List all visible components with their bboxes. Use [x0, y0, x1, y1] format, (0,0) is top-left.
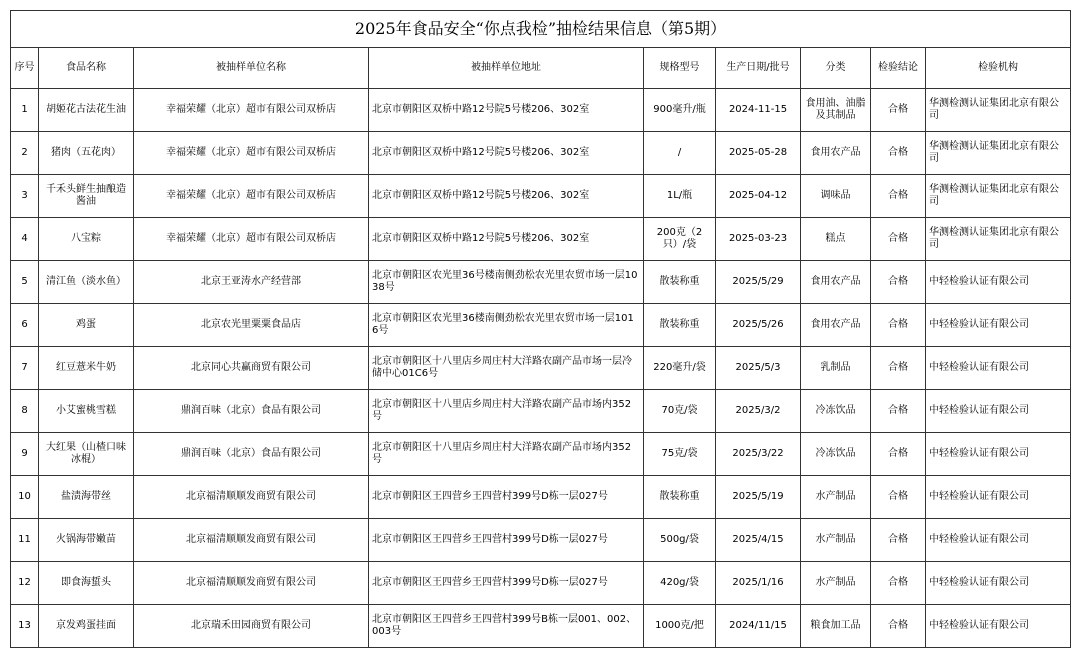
results-sheet [10, 10, 1070, 660]
cell-category: 粮食加工品 [801, 605, 871, 648]
cell-unit-name: 幸福荣耀（北京）超市有限公司双桥店 [134, 132, 369, 175]
cell-unit-address: 北京市朝阳区农光里36楼南侧劲松农光里农贸市场一层1016号 [369, 304, 644, 347]
cell-spec: 散装称重 [644, 304, 716, 347]
cell-institution: 中轻检验认证有限公司 [926, 261, 1071, 304]
cell-index: 12 [11, 562, 39, 605]
cell-spec: 220毫升/袋 [644, 347, 716, 390]
cell-food-name: 鸡蛋 [39, 304, 134, 347]
cell-conclusion: 合格 [871, 390, 926, 433]
cell-conclusion: 合格 [871, 304, 926, 347]
cell-production-date: 2025/3/2 [716, 390, 801, 433]
cell-conclusion: 合格 [871, 476, 926, 519]
cell-index: 13 [11, 605, 39, 648]
cell-spec: 900毫升/瓶 [644, 89, 716, 132]
table-row [11, 261, 1071, 304]
cell-food-name: 千禾头鲜生抽酿造酱油 [39, 175, 134, 218]
cell-category: 糕点 [801, 218, 871, 261]
cell-spec: 1000克/把 [644, 605, 716, 648]
cell-food-name: 京发鸡蛋挂面 [39, 605, 134, 648]
cell-unit-address: 北京市朝阳区双桥中路12号院5号楼206、302室 [369, 175, 644, 218]
cell-unit-name: 鼎润百味（北京）食品有限公司 [134, 433, 369, 476]
cell-production-date: 2025/3/22 [716, 433, 801, 476]
cell-index: 8 [11, 390, 39, 433]
cell-index: 3 [11, 175, 39, 218]
cell-production-date: 2025/1/16 [716, 562, 801, 605]
cell-institution: 中轻检验认证有限公司 [926, 347, 1071, 390]
cell-conclusion: 合格 [871, 261, 926, 304]
cell-institution: 华测检测认证集团北京有限公司 [926, 132, 1071, 175]
cell-category: 乳制品 [801, 347, 871, 390]
cell-production-date: 2025/4/15 [716, 519, 801, 562]
cell-spec: / [644, 132, 716, 175]
cell-food-name: 大红果（山楂口味冰棍） [39, 433, 134, 476]
cell-unit-name: 幸福荣耀（北京）超市有限公司双桥店 [134, 175, 369, 218]
cell-food-name: 即食海蜇头 [39, 562, 134, 605]
cell-unit-address: 北京市朝阳区王四营乡王四营村399号B栋一层001、002、003号 [369, 605, 644, 648]
table-row [11, 433, 1071, 476]
cell-spec: 70克/袋 [644, 390, 716, 433]
cell-unit-address: 北京市朝阳区十八里店乡周庄村大洋路农副产品市场内352号 [369, 433, 644, 476]
cell-category: 冷冻饮品 [801, 433, 871, 476]
cell-unit-address: 北京市朝阳区双桥中路12号院5号楼206、302室 [369, 89, 644, 132]
header-row [11, 48, 1071, 89]
cell-category: 食用农产品 [801, 304, 871, 347]
cell-category: 水产制品 [801, 519, 871, 562]
cell-spec: 散装称重 [644, 476, 716, 519]
cell-unit-address: 北京市朝阳区十八里店乡周庄村大洋路农副产品市场一层冷储中心01C6号 [369, 347, 644, 390]
cell-institution: 中轻检验认证有限公司 [926, 605, 1071, 648]
cell-food-name: 胡姬花古法花生油 [39, 89, 134, 132]
cell-unit-name: 鼎润百味（北京）食品有限公司 [134, 390, 369, 433]
cell-category: 调味品 [801, 175, 871, 218]
cell-spec: 200克（2只）/袋 [644, 218, 716, 261]
cell-category: 食用农产品 [801, 132, 871, 175]
table-title: 2025年食品安全“你点我检”抽检结果信息（第5期） [11, 11, 1071, 48]
cell-category: 水产制品 [801, 562, 871, 605]
header-conclusion: 检验结论 [871, 48, 926, 89]
cell-conclusion: 合格 [871, 218, 926, 261]
cell-conclusion: 合格 [871, 433, 926, 476]
cell-spec: 420g/袋 [644, 562, 716, 605]
cell-conclusion: 合格 [871, 519, 926, 562]
cell-institution: 中轻检验认证有限公司 [926, 390, 1071, 433]
cell-institution: 华测检测认证集团北京有限公司 [926, 218, 1071, 261]
header-unit-address: 被抽样单位地址 [369, 48, 644, 89]
cell-institution: 华测检测认证集团北京有限公司 [926, 89, 1071, 132]
header-institution: 检验机构 [926, 48, 1071, 89]
cell-unit-address: 北京市朝阳区十八里店乡周庄村大洋路农副产品市场内352号 [369, 390, 644, 433]
cell-spec: 500g/袋 [644, 519, 716, 562]
cell-spec: 75克/袋 [644, 433, 716, 476]
cell-index: 7 [11, 347, 39, 390]
table-row [11, 605, 1071, 648]
cell-production-date: 2025-05-28 [716, 132, 801, 175]
cell-food-name: 小艾蜜桃雪糕 [39, 390, 134, 433]
cell-category: 食用油、油脂及其制品 [801, 89, 871, 132]
cell-unit-name: 北京福清顺顺发商贸有限公司 [134, 519, 369, 562]
cell-category: 冷冻饮品 [801, 390, 871, 433]
cell-food-name: 清江鱼（淡水鱼） [39, 261, 134, 304]
cell-production-date: 2025-04-12 [716, 175, 801, 218]
cell-food-name: 八宝粽 [39, 218, 134, 261]
table-row [11, 476, 1071, 519]
cell-conclusion: 合格 [871, 347, 926, 390]
table-row [11, 562, 1071, 605]
cell-unit-name: 北京农光里粟粟食品店 [134, 304, 369, 347]
cell-food-name: 火锅海带嫩苗 [39, 519, 134, 562]
cell-institution: 中轻检验认证有限公司 [926, 519, 1071, 562]
table-row [11, 132, 1071, 175]
header-index: 序号 [11, 48, 39, 89]
cell-index: 5 [11, 261, 39, 304]
table-row [11, 390, 1071, 433]
table-row [11, 218, 1071, 261]
cell-spec: 散装称重 [644, 261, 716, 304]
table-row [11, 347, 1071, 390]
cell-index: 10 [11, 476, 39, 519]
cell-index: 6 [11, 304, 39, 347]
cell-unit-address: 北京市朝阳区王四营乡王四营村399号D栋一层027号 [369, 476, 644, 519]
table-row [11, 89, 1071, 132]
cell-unit-name: 幸福荣耀（北京）超市有限公司双桥店 [134, 89, 369, 132]
cell-index: 4 [11, 218, 39, 261]
cell-conclusion: 合格 [871, 175, 926, 218]
cell-food-name: 红豆薏米牛奶 [39, 347, 134, 390]
cell-unit-name: 幸福荣耀（北京）超市有限公司双桥店 [134, 218, 369, 261]
cell-unit-address: 北京市朝阳区王四营乡王四营村399号D栋一层027号 [369, 519, 644, 562]
cell-conclusion: 合格 [871, 562, 926, 605]
cell-production-date: 2025/5/26 [716, 304, 801, 347]
header-food-name: 食品名称 [39, 48, 134, 89]
table-body [11, 89, 1071, 648]
cell-food-name: 盐渍海带丝 [39, 476, 134, 519]
header-production-date: 生产日期/批号 [716, 48, 801, 89]
cell-conclusion: 合格 [871, 605, 926, 648]
cell-unit-name: 北京王亚涛水产经营部 [134, 261, 369, 304]
cell-production-date: 2025/5/29 [716, 261, 801, 304]
cell-unit-address: 北京市朝阳区双桥中路12号院5号楼206、302室 [369, 132, 644, 175]
header-unit-name: 被抽样单位名称 [134, 48, 369, 89]
cell-production-date: 2025/5/19 [716, 476, 801, 519]
cell-unit-name: 北京瑞禾田园商贸有限公司 [134, 605, 369, 648]
cell-institution: 中轻检验认证有限公司 [926, 476, 1071, 519]
cell-food-name: 猪肉（五花肉） [39, 132, 134, 175]
table-row [11, 519, 1071, 562]
cell-unit-address: 北京市朝阳区农光里36号楼南侧劲松农光里农贸市场一层1038号 [369, 261, 644, 304]
cell-conclusion: 合格 [871, 89, 926, 132]
cell-unit-name: 北京福清顺顺发商贸有限公司 [134, 476, 369, 519]
cell-index: 1 [11, 89, 39, 132]
cell-unit-address: 北京市朝阳区双桥中路12号院5号楼206、302室 [369, 218, 644, 261]
cell-index: 2 [11, 132, 39, 175]
cell-production-date: 2025-03-23 [716, 218, 801, 261]
cell-production-date: 2024/11/15 [716, 605, 801, 648]
header-category: 分类 [801, 48, 871, 89]
cell-category: 食用农产品 [801, 261, 871, 304]
table-row [11, 304, 1071, 347]
results-table [10, 10, 1071, 648]
cell-production-date: 2024-11-15 [716, 89, 801, 132]
cell-unit-name: 北京同心共赢商贸有限公司 [134, 347, 369, 390]
table-row [11, 175, 1071, 218]
cell-index: 11 [11, 519, 39, 562]
cell-institution: 中轻检验认证有限公司 [926, 304, 1071, 347]
cell-conclusion: 合格 [871, 132, 926, 175]
header-spec: 规格型号 [644, 48, 716, 89]
cell-unit-name: 北京福清顺顺发商贸有限公司 [134, 562, 369, 605]
cell-institution: 中轻检验认证有限公司 [926, 562, 1071, 605]
cell-production-date: 2025/5/3 [716, 347, 801, 390]
cell-institution: 华测检测认证集团北京有限公司 [926, 175, 1071, 218]
cell-category: 水产制品 [801, 476, 871, 519]
cell-unit-address: 北京市朝阳区王四营乡王四营村399号D栋一层027号 [369, 562, 644, 605]
cell-institution: 中轻检验认证有限公司 [926, 433, 1071, 476]
cell-index: 9 [11, 433, 39, 476]
cell-spec: 1L/瓶 [644, 175, 716, 218]
